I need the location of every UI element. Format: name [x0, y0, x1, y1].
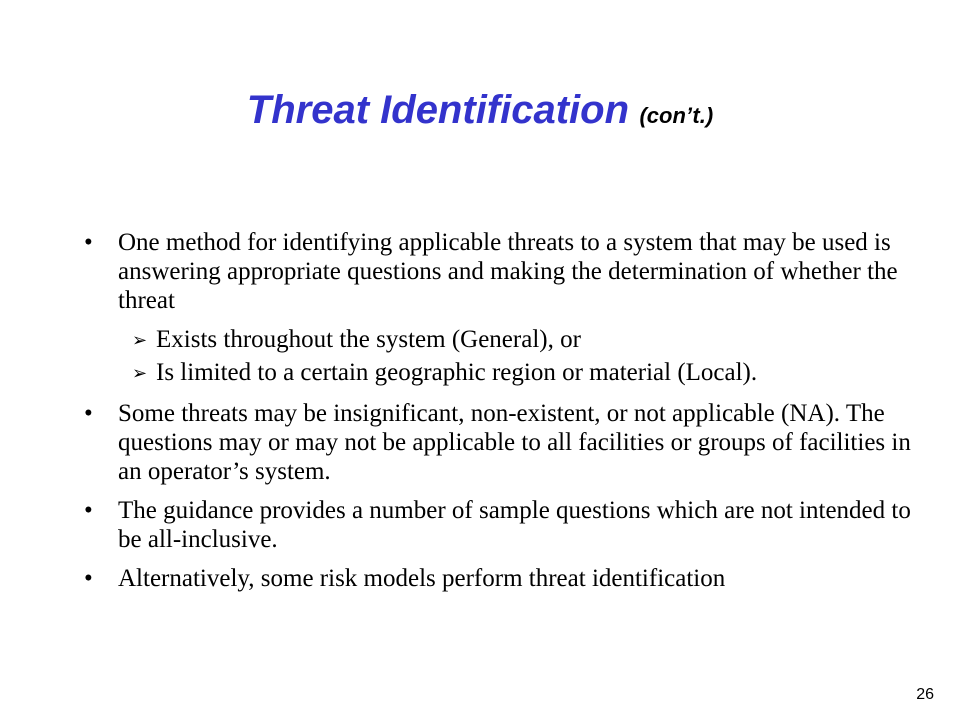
bullet-dot-icon: • [84, 497, 93, 524]
bullet-dot-icon: • [84, 400, 93, 427]
bullet-text: Some threats may be insignificant, non-existent, or not applicable (NA). The questions may or may not be applicable to all facilities or groups of facilities in an operator’s system. [118, 400, 911, 485]
arrow-bullet-icon: ➢ [132, 363, 148, 384]
sub-bullet-item [84, 358, 924, 387]
title-main: Threat Identification [246, 88, 630, 132]
bullet-text: The guidance provides a number of sample questions which are not intended to be all-inclusive. [118, 497, 911, 553]
bullet-item [84, 399, 924, 486]
title-suffix: (con’t.) [639, 103, 714, 128]
sub-bullet-item [84, 325, 924, 354]
sub-bullet-text: Is limited to a certain geographic region or material (Local). [156, 359, 758, 386]
arrow-bullet-icon: ➢ [132, 330, 148, 351]
slide-title [0, 88, 960, 133]
bullet-text: One method for identifying applicable threats to a system that may be used is answering appropriate questions and making the determination of whether the threat [118, 229, 898, 314]
sub-bullet-text: Exists throughout the system (General), or [156, 326, 581, 353]
bullet-dot-icon: • [84, 565, 93, 592]
bullet-dot-icon: • [84, 229, 93, 256]
bullet-item [84, 228, 924, 315]
page-number: 26 [916, 686, 934, 703]
slide-body [84, 228, 924, 603]
bullet-item [84, 564, 924, 593]
bullet-text: Alternatively, some risk models perform threat identification [118, 565, 726, 592]
bullet-item [84, 496, 924, 554]
